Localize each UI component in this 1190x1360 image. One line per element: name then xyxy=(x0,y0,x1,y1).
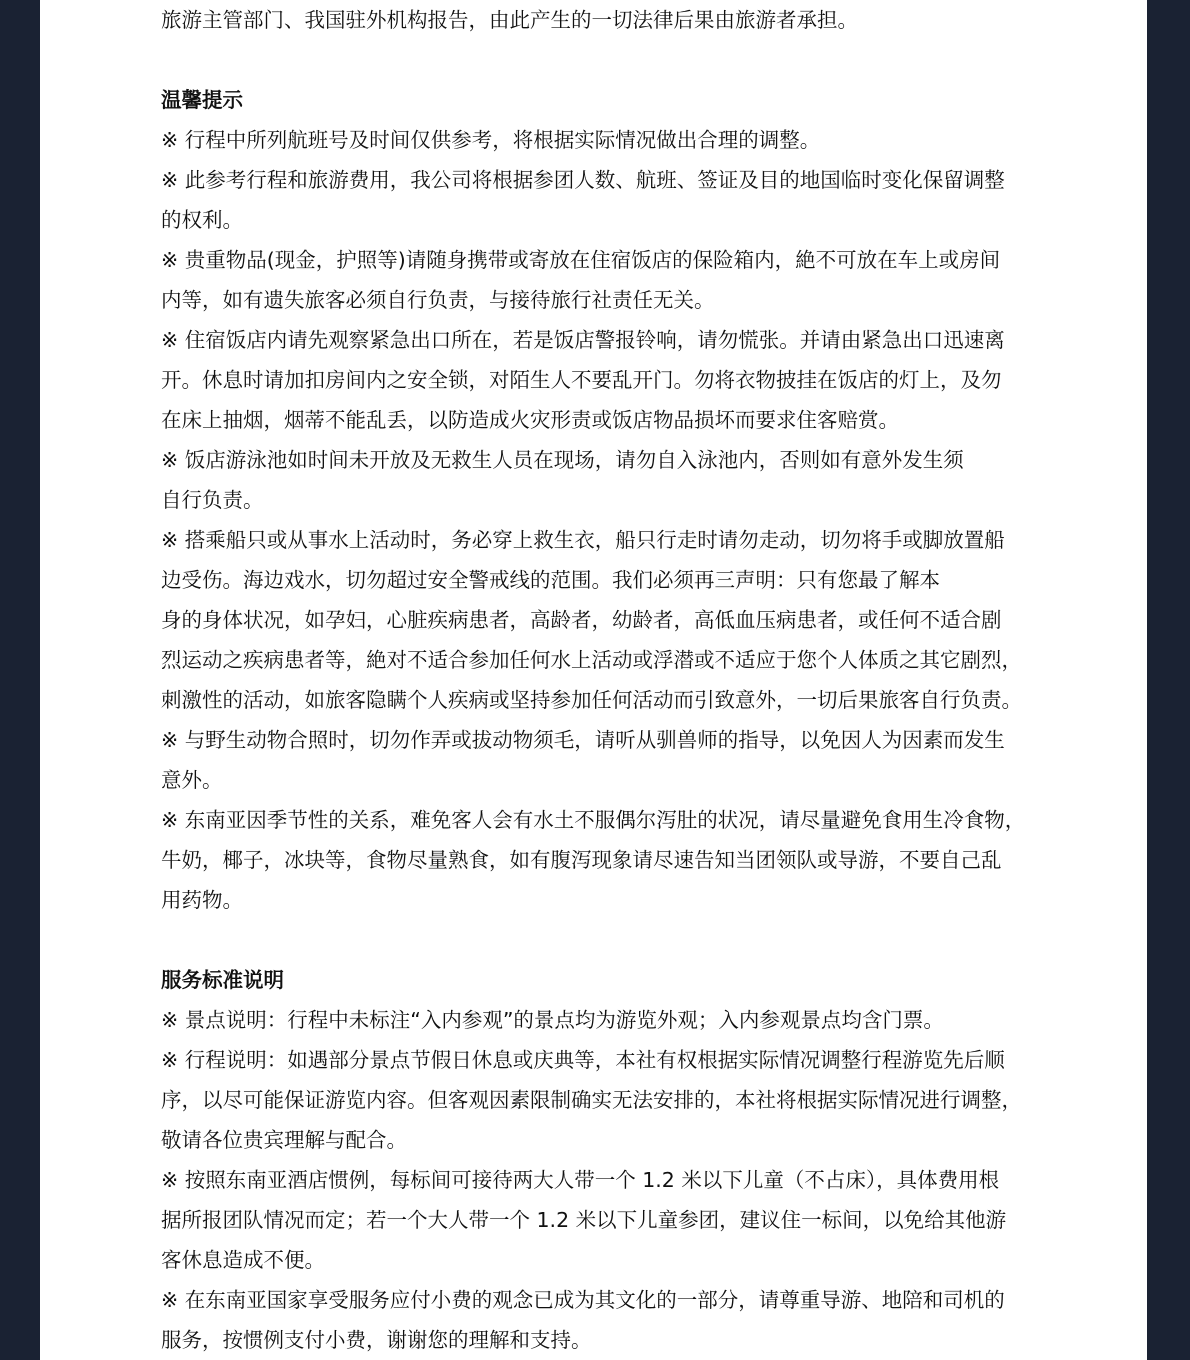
tips-line: 开。休息时请加扣房间内之安全锁，对陌生人不要乱开门。勿将衣物披挂在饭店的灯上，及勿 xyxy=(161,368,1002,392)
tips-line: ※ 饭店游泳池如时间未开放及无救生人员在现场，请勿自入泳池内，否则如有意外发生须 xyxy=(161,448,964,472)
tips-line: 的权利。 xyxy=(161,208,243,232)
document-page xyxy=(40,0,1147,1360)
service-line: ※ 景点说明：行程中未标注“入内参观”的景点均为游览外观；入内参观景点均含门票。 xyxy=(161,1008,944,1032)
intro-line: 旅游主管部门、我国驻外机构报告，由此产生的一切法律后果由旅游者承担。 xyxy=(161,8,858,32)
tips-line: 用药物。 xyxy=(161,888,243,912)
service-line: 服务，按惯例支付小费，谢谢您的理解和支持。 xyxy=(161,1328,592,1352)
service-line: 据所报团队情况而定；若一个大人带一个 1.2 米以下儿童参团，建议住一标间，以免给其他游 xyxy=(161,1208,1007,1232)
tips-line: ※ 与野生动物合照时，切勿作弄或拔动物须毛，请听从驯兽师的指导，以免因人为因素而发生 xyxy=(161,728,1005,752)
spacer xyxy=(161,920,1031,960)
tips-line: 自行负责。 xyxy=(161,488,264,512)
tips-line: 烈运动之疾病患者等，絶对不适合参加任何水上活动或浮潜或不适应于您个人体质之其它剧烈， xyxy=(161,648,1022,672)
tips-heading: 温馨提示 xyxy=(161,88,243,112)
service-line: ※ 在东南亚国家享受服务应付小费的观念已成为其文化的一部分，请尊重导游、地陪和司机的 xyxy=(161,1288,1005,1312)
tips-line: 意外。 xyxy=(161,768,223,792)
tips-line: 内等，如有遗失旅客必须自行负责，与接待旅行社责任无关。 xyxy=(161,288,715,312)
tips-line: 牛奶，椰子，冰块等，食物尽量熟食，如有腹泻现象请尽速告知当团领队或导游，不要自己乱 xyxy=(161,848,1002,872)
tips-line: ※ 东南亚因季节性的关系，难免客人会有水土不服偶尔泻肚的状况，请尽量避免食用生冷食物， xyxy=(161,808,1026,832)
tips-line: 刺激性的活动，如旅客隐瞒个人疾病或坚持参加任何活动而引致意外，一切后果旅客自行负责。 xyxy=(161,688,1022,712)
spacer xyxy=(161,40,1031,80)
tips-line: 在床上抽烟，烟蒂不能乱丢，以防造成火灾形责或饭店物品损坏而要求住客赔赏。 xyxy=(161,408,899,432)
service-line: ※ 行程说明：如遇部分景点节假日休息或庆典等，本社有权根据实际情况调整行程游览先后顺 xyxy=(161,1048,1005,1072)
tips-line: ※ 贵重物品(现金，护照等)请随身携带或寄放在住宿饭店的保险箱内，絶不可放在车上或房间 xyxy=(161,248,1001,272)
tips-line: ※ 搭乘船只或从事水上活动时，务必穿上救生衣，船只行走时请勿走动，切勿将手或脚放置船 xyxy=(161,528,1005,552)
service-line: 客休息造成不便。 xyxy=(161,1248,325,1272)
tips-line: ※ 此参考行程和旅游费用，我公司将根据参团人数、航班、签证及目的地国临时变化保留调整 xyxy=(161,168,1005,192)
tips-line: 边受伤。海边戏水，切勿超过安全警戒线的范围。我们必须再三声明：只有您最了解本 xyxy=(161,568,940,592)
service-heading: 服务标准说明 xyxy=(161,968,284,992)
document-content xyxy=(161,0,1031,1360)
tips-line: 身的身体状况，如孕妇，心脏疾病患者，高龄者，幼龄者，高低血压病患者，或任何不适合剧 xyxy=(161,608,1002,632)
service-line: 序，以尽可能保证游览内容。但客观因素限制确实无法安排的，本社将根据实际情况进行调整， xyxy=(161,1088,1022,1112)
service-line: 敬请各位贵宾理解与配合。 xyxy=(161,1128,407,1152)
tips-line: ※ 住宿饭店内请先观察紧急出口所在，若是饭店警报铃响，请勿慌张。并请由紧急出口迅速离 xyxy=(161,328,1005,352)
tips-line: ※ 行程中所列航班号及时间仅供参考，将根据实际情况做出合理的调整。 xyxy=(161,128,821,152)
service-line: ※ 按照东南亚酒店惯例，每标间可接待两大人带一个 1.2 米以下儿童（不占床），具体费用根 xyxy=(161,1168,1000,1192)
